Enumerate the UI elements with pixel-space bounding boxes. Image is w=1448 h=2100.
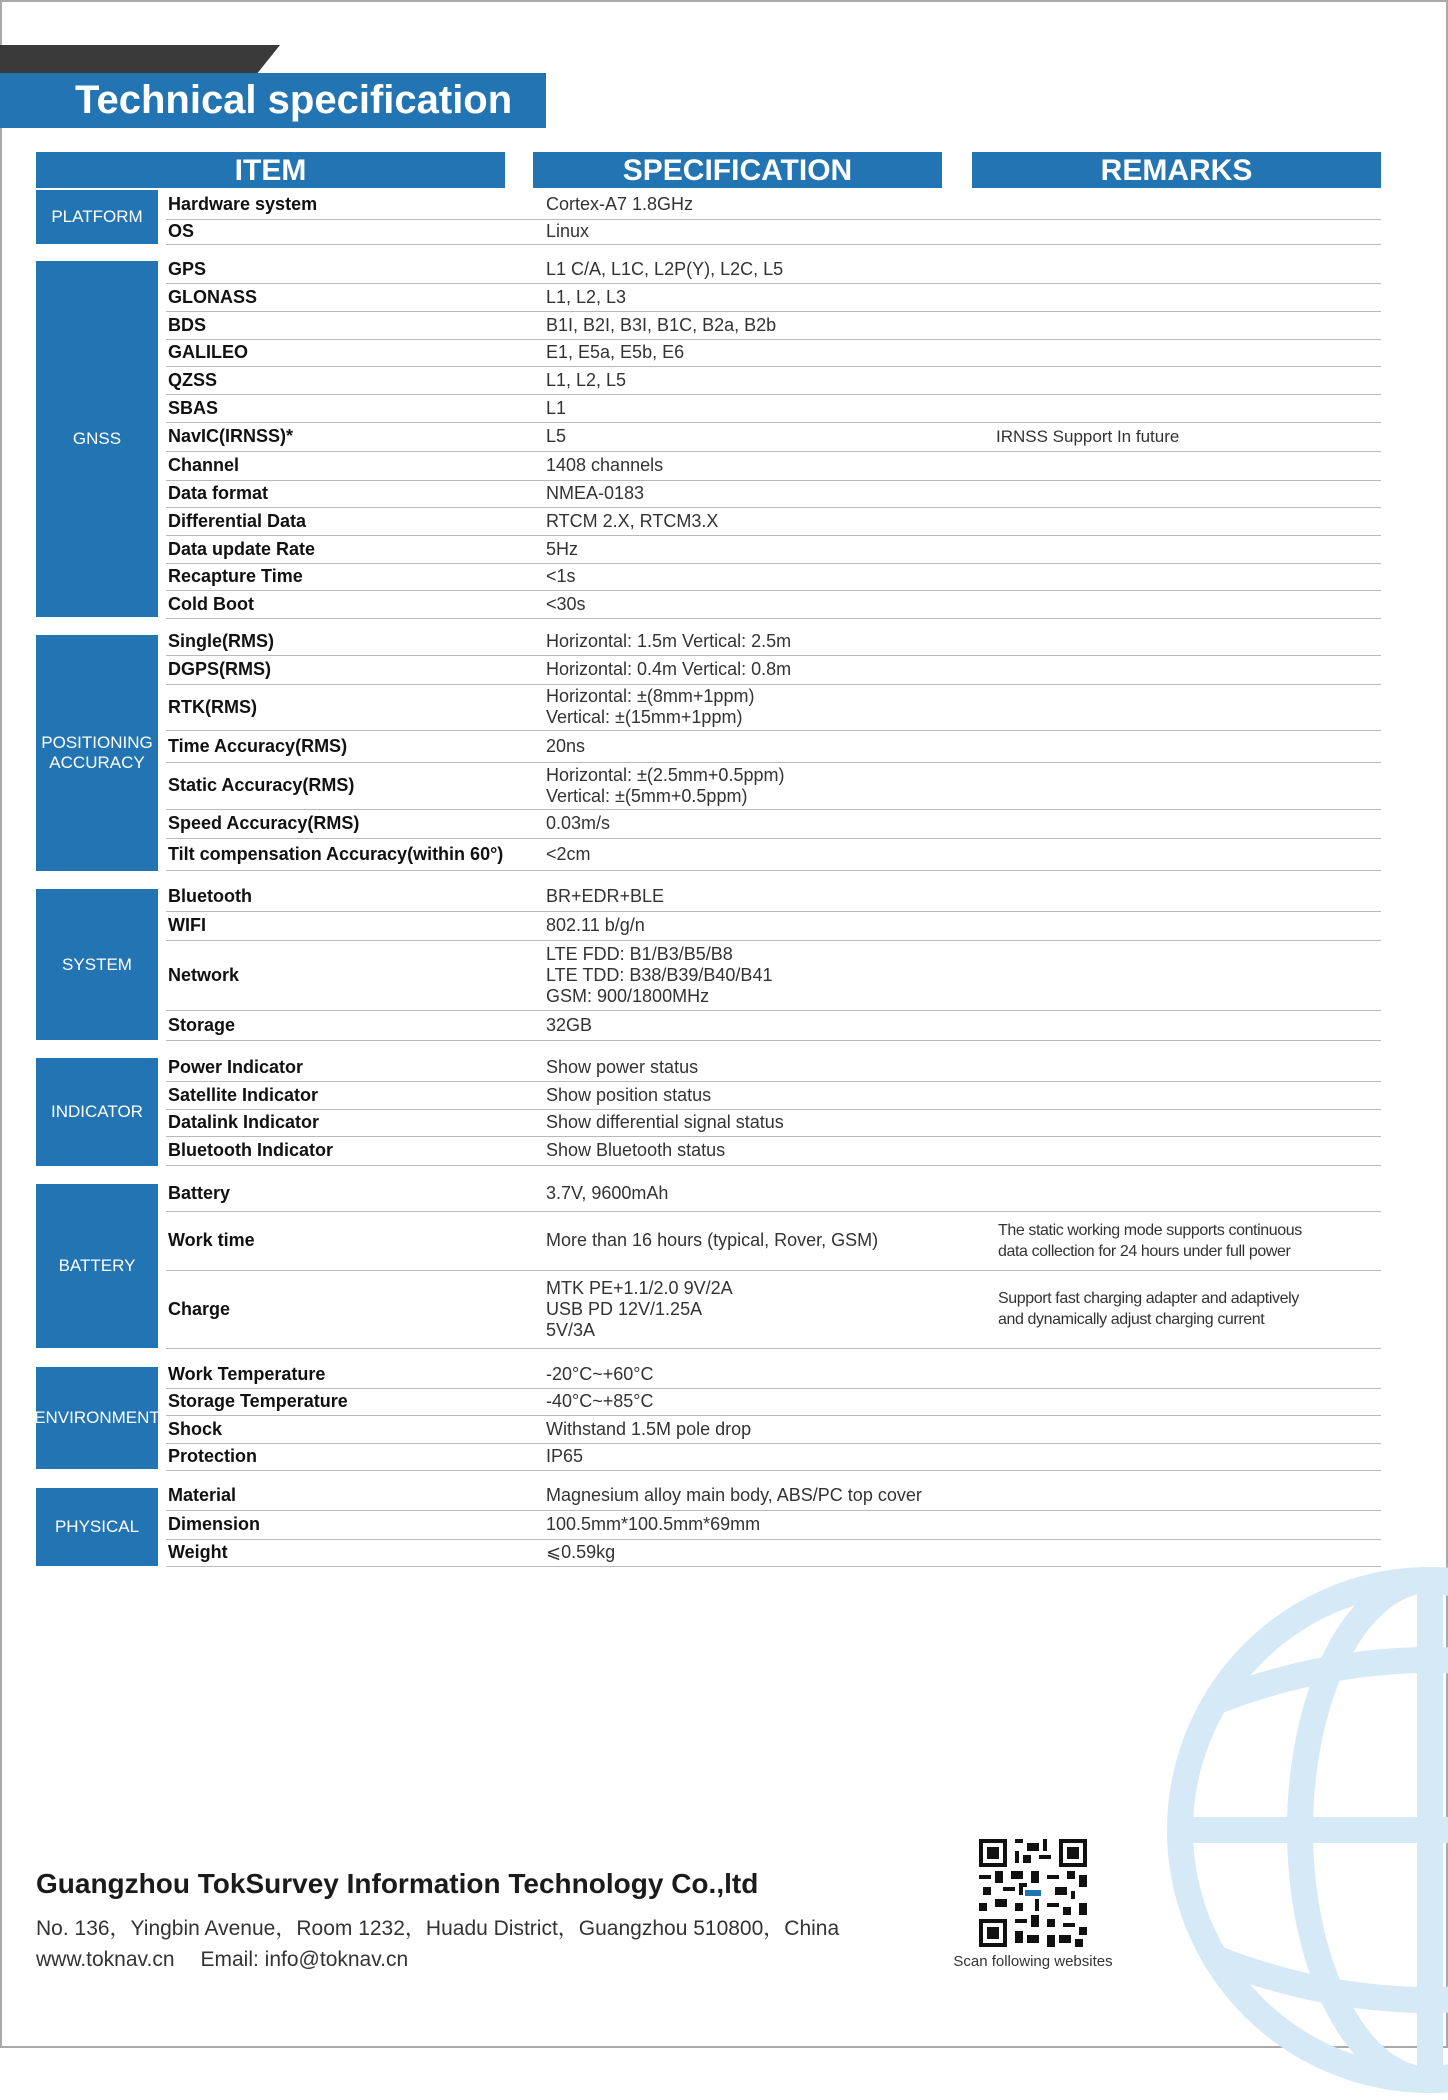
column-header-remarks: REMARKS bbox=[972, 152, 1381, 188]
qr-code-icon bbox=[979, 1839, 1087, 1947]
table-row bbox=[166, 911, 1381, 941]
table-row bbox=[166, 627, 1381, 656]
item-cell: SBAS bbox=[168, 397, 219, 418]
spec-cell: 3.7V, 9600mAh bbox=[546, 1182, 669, 1203]
table-row bbox=[166, 1010, 1381, 1041]
spec-cell: ⩽0.59kg bbox=[546, 1542, 616, 1562]
table-row bbox=[166, 655, 1381, 685]
item-cell: Satellite Indicator bbox=[168, 1084, 319, 1105]
table-row bbox=[166, 451, 1381, 481]
table-row bbox=[166, 366, 1381, 395]
table-row bbox=[166, 1175, 1381, 1212]
spec-cell: MTK PE+1.1/2.0 9V/2A USB PD 12V/1.25A 5V/3A bbox=[546, 1277, 733, 1340]
spec-cell: Show position status bbox=[546, 1084, 712, 1105]
item-cell: QZSS bbox=[168, 369, 218, 390]
spec-cell: <2cm bbox=[546, 843, 591, 864]
spec-cell: Show power status bbox=[546, 1056, 699, 1077]
spec-cell: 1408 channels bbox=[546, 455, 664, 475]
table-row bbox=[166, 1388, 1381, 1416]
spec-cell: BR+EDR+BLE bbox=[546, 886, 665, 906]
spec-cell: 802.11 b/g/n bbox=[546, 915, 645, 935]
table-row bbox=[166, 762, 1381, 810]
remark-cell: Support fast charging adapter and adaptively and dynamically adjust charging current bbox=[998, 1290, 1299, 1328]
spec-cell: Cortex-A7 1.8GHz bbox=[546, 194, 694, 214]
category-name: SYSTEM bbox=[62, 954, 132, 974]
table-row bbox=[166, 1480, 1381, 1511]
spec-cell: Horizontal: 1.5m Vertical: 2.5m bbox=[546, 630, 792, 651]
table-row bbox=[166, 590, 1381, 619]
item-cell: NavIC(IRNSS)* bbox=[168, 426, 294, 446]
table-row bbox=[166, 535, 1381, 564]
spec-cell: LTE FDD: B1/B3/B5/B8 LTE TDD: B38/B39/B40/B41 GSM: 900/1800MHz bbox=[546, 943, 773, 1006]
globe-watermark-icon bbox=[1160, 1560, 1448, 2100]
table-row bbox=[166, 339, 1381, 367]
item-cell: Storage Temperature bbox=[168, 1391, 348, 1411]
item-cell: Time Accuracy(RMS) bbox=[168, 735, 348, 756]
website-link[interactable]: www.toknav.cn bbox=[36, 1948, 175, 1971]
item-cell: OS bbox=[168, 221, 195, 241]
email-link[interactable]: Email: info@toknav.cn bbox=[200, 1948, 409, 1971]
item-cell: DGPS(RMS) bbox=[168, 659, 271, 679]
table-row bbox=[166, 684, 1381, 731]
spec-cell: Magnesium alloy main body, ABS/PC top cover bbox=[546, 1484, 922, 1505]
category-label bbox=[36, 1058, 158, 1166]
table-row bbox=[166, 422, 1381, 452]
item-cell: Datalink Indicator bbox=[168, 1112, 320, 1132]
table-row bbox=[166, 882, 1381, 912]
category-label bbox=[36, 1184, 158, 1348]
spec-cell: NMEA-0183 bbox=[546, 483, 645, 503]
spec-cell: -20°C~+60°C bbox=[546, 1363, 654, 1384]
table-row bbox=[166, 283, 1381, 312]
item-cell: Static Accuracy(RMS) bbox=[168, 775, 355, 795]
item-cell: GPS bbox=[168, 258, 207, 279]
spec-cell: IP65 bbox=[546, 1446, 584, 1466]
item-cell: Cold Boot bbox=[168, 593, 254, 614]
category-label bbox=[36, 889, 158, 1040]
item-cell: Data update Rate bbox=[168, 538, 316, 559]
table-row bbox=[166, 730, 1381, 763]
category-name: POSITIONING ACCURACY bbox=[41, 733, 153, 772]
column-header-specification: SPECIFICATION bbox=[533, 152, 942, 188]
table-row bbox=[166, 190, 1381, 220]
item-cell: Data format bbox=[168, 483, 269, 503]
item-cell: RTK(RMS) bbox=[168, 696, 257, 717]
table-row bbox=[166, 1053, 1381, 1082]
category-label bbox=[36, 635, 158, 871]
item-cell: Protection bbox=[168, 1446, 258, 1466]
table-row bbox=[166, 394, 1381, 423]
category-name: GNSS bbox=[72, 429, 122, 449]
spec-cell: L1 C/A, L1C, L2P(Y), L2C, L5 bbox=[546, 258, 784, 279]
spec-cell: 32GB bbox=[546, 1014, 593, 1035]
item-cell: Power Indicator bbox=[168, 1056, 304, 1077]
table-row bbox=[166, 1360, 1381, 1389]
spec-cell: L1 bbox=[546, 397, 567, 418]
company-address: No. 136，Yingbin Avenue，Room 1232，Huadu District，Guangzhou 510800，China bbox=[36, 1917, 840, 1940]
spec-cell: 20ns bbox=[546, 735, 586, 756]
item-cell: Speed Accuracy(RMS) bbox=[168, 813, 360, 833]
table-row bbox=[166, 480, 1381, 508]
item-cell: Work Temperature bbox=[168, 1363, 326, 1384]
item-cell: Battery bbox=[168, 1182, 231, 1203]
remark-cell: IRNSS Support In future bbox=[996, 427, 1180, 446]
spec-cell: Show Bluetooth status bbox=[546, 1140, 726, 1160]
table-row bbox=[166, 1443, 1381, 1471]
category-label bbox=[36, 1488, 158, 1566]
category-name: BATTERY bbox=[58, 1256, 136, 1276]
item-cell: Shock bbox=[168, 1418, 223, 1439]
company-name: Guangzhou TokSurvey Information Technology Co.,ltd bbox=[36, 1868, 759, 1899]
item-cell: Bluetooth Indicator bbox=[168, 1140, 333, 1160]
spec-cell: Horizontal: ±(2.5mm+0.5ppm) Vertical: ±(5mm+0.5ppm) bbox=[546, 764, 785, 806]
spec-cell: L1, L2, L5 bbox=[546, 369, 627, 390]
table-row bbox=[166, 1211, 1381, 1271]
item-cell: Storage bbox=[168, 1014, 236, 1035]
spec-cell: 0.03m/s bbox=[546, 813, 611, 833]
category-label bbox=[36, 1367, 158, 1469]
item-cell: Recapture Time bbox=[168, 566, 303, 586]
spec-cell: B1I, B2I, B3I, B1C, B2a, B2b bbox=[546, 314, 777, 335]
item-cell: Channel bbox=[168, 455, 240, 475]
spec-cell: 5Hz bbox=[546, 538, 579, 559]
item-cell: Single(RMS) bbox=[168, 630, 274, 651]
item-cell: Hardware system bbox=[168, 194, 318, 214]
table-row bbox=[166, 1415, 1381, 1444]
table-row bbox=[166, 1109, 1381, 1137]
spec-cell: 100.5mm*100.5mm*69mm bbox=[546, 1514, 761, 1534]
category-label bbox=[36, 261, 158, 617]
spec-cell: E1, E5a, E5b, E6 bbox=[546, 342, 685, 362]
table-row bbox=[166, 1136, 1381, 1166]
category-name: ENVIRONMENT bbox=[34, 1408, 160, 1428]
table-row bbox=[166, 219, 1381, 245]
item-cell: BDS bbox=[168, 314, 207, 335]
item-cell: Network bbox=[168, 964, 240, 985]
spec-cell: L1, L2, L3 bbox=[546, 286, 627, 307]
category-label bbox=[36, 190, 158, 244]
item-cell: WIFI bbox=[168, 915, 206, 935]
table-row bbox=[166, 1510, 1381, 1540]
page-title: Technical specification bbox=[75, 78, 513, 122]
table-row bbox=[166, 940, 1381, 1011]
spec-cell: Withstand 1.5M pole drop bbox=[546, 1418, 752, 1439]
spec-cell: RTCM 2.X, RTCM3.X bbox=[546, 510, 719, 531]
item-cell: GALILEO bbox=[168, 342, 248, 362]
table-row bbox=[166, 255, 1381, 284]
table-row bbox=[166, 838, 1381, 871]
table-row bbox=[166, 809, 1381, 839]
spec-cell: L5 bbox=[546, 426, 567, 446]
item-cell: Work time bbox=[168, 1230, 255, 1250]
item-cell: Charge bbox=[168, 1298, 231, 1319]
spec-cell: More than 16 hours (typical, Rover, GSM) bbox=[546, 1230, 879, 1250]
table-row bbox=[166, 507, 1381, 536]
contact-line bbox=[36, 1948, 408, 1972]
category-name: INDICATOR bbox=[51, 1102, 143, 1122]
item-cell: Bluetooth bbox=[168, 886, 252, 906]
table-row bbox=[166, 1270, 1381, 1349]
spec-cell: <30s bbox=[546, 593, 586, 614]
table-row bbox=[166, 311, 1381, 340]
table-row bbox=[166, 1539, 1381, 1567]
spec-cell: Horizontal: ±(8mm+1ppm) Vertical: ±(15mm+1ppm) bbox=[546, 686, 755, 727]
item-cell: GLONASS bbox=[168, 286, 258, 307]
remark-cell: The static working mode supports continuous data collection for 24 hours under full power bbox=[998, 1221, 1302, 1260]
spec-cell: <1s bbox=[546, 566, 576, 586]
item-cell: Dimension bbox=[168, 1514, 261, 1534]
item-cell: Tilt compensation Accuracy(within 60°) bbox=[168, 843, 504, 864]
category-name: PHYSICAL bbox=[54, 1517, 140, 1537]
spec-cell: Show differential signal status bbox=[546, 1112, 784, 1132]
category-name: PLATFORM bbox=[51, 207, 143, 227]
spec-cell: Horizontal: 0.4m Vertical: 0.8m bbox=[546, 659, 792, 679]
qr-caption: Scan following websites bbox=[953, 1953, 1113, 1970]
spec-cell: Linux bbox=[546, 221, 590, 241]
table-row bbox=[166, 1081, 1381, 1110]
table-row bbox=[166, 563, 1381, 591]
item-cell: Differential Data bbox=[168, 510, 307, 531]
column-header-item: ITEM bbox=[36, 152, 505, 188]
item-cell: Material bbox=[168, 1484, 237, 1505]
spec-cell: -40°C~+85°C bbox=[546, 1391, 654, 1411]
item-cell: Weight bbox=[168, 1542, 228, 1562]
